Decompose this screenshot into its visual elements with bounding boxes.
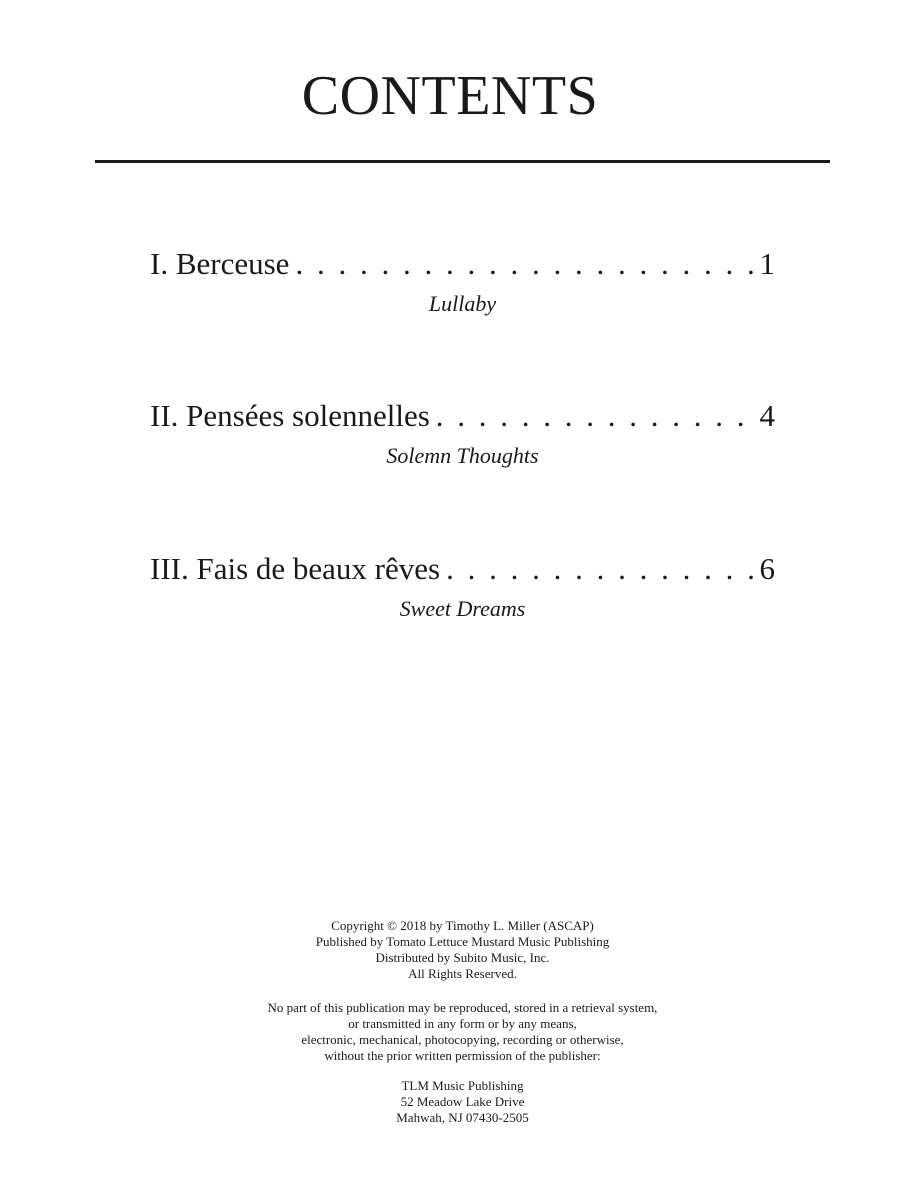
page-title: CONTENTS bbox=[301, 65, 599, 127]
toc-entry[interactable] bbox=[150, 244, 775, 318]
toc-entry-title: II. Pensées solennelles bbox=[150, 398, 430, 433]
copyright-block bbox=[0, 918, 900, 982]
toc-entry-subtitle: Sweet Dreams bbox=[399, 596, 526, 621]
toc-page-number: 6 bbox=[759, 551, 775, 586]
title-rule bbox=[95, 160, 830, 163]
toc-entry-title: I. Berceuse bbox=[150, 246, 290, 281]
dot-leader bbox=[436, 396, 754, 436]
toc-entry[interactable] bbox=[150, 396, 775, 470]
address-name: TLM Music Publishing bbox=[401, 1078, 524, 1093]
address-city: Mahwah, NJ 07430-2505 bbox=[396, 1110, 529, 1125]
toc-entry-title: III. Fais de beaux rêves bbox=[150, 551, 441, 586]
address-street: 52 Meadow Lake Drive bbox=[400, 1094, 525, 1109]
notice-line: or transmitted in any form or by any means, bbox=[348, 1016, 577, 1031]
toc-line bbox=[150, 396, 775, 436]
toc-entry-subtitle: Lullaby bbox=[428, 291, 497, 316]
rights-line: All Rights Reserved. bbox=[408, 966, 517, 981]
dot-leader bbox=[446, 549, 753, 589]
toc-line bbox=[150, 549, 775, 589]
toc-entry[interactable] bbox=[150, 549, 775, 623]
notice-line: electronic, mechanical, photocopying, recording or otherwise, bbox=[301, 1032, 624, 1047]
publisher-address-block bbox=[0, 1078, 900, 1126]
distributor-line: Distributed by Subito Music, Inc. bbox=[375, 950, 550, 965]
publisher-line: Published by Tomato Lettuce Mustard Music Publishing bbox=[315, 934, 610, 949]
dot-leader bbox=[295, 244, 753, 284]
copyright-line: Copyright © 2018 by Timothy L. Miller (ASCAP) bbox=[331, 918, 594, 933]
notice-line: without the prior written permission of the publisher: bbox=[324, 1048, 601, 1063]
toc-line bbox=[150, 244, 775, 284]
toc-page-number: 4 bbox=[759, 398, 775, 433]
toc-page-number: 1 bbox=[759, 246, 775, 281]
toc-entry-subtitle: Solemn Thoughts bbox=[386, 443, 539, 468]
rights-notice-block bbox=[0, 1000, 900, 1064]
notice-line: No part of this publication may be reproduced, stored in a retrieval system, bbox=[267, 1000, 658, 1015]
